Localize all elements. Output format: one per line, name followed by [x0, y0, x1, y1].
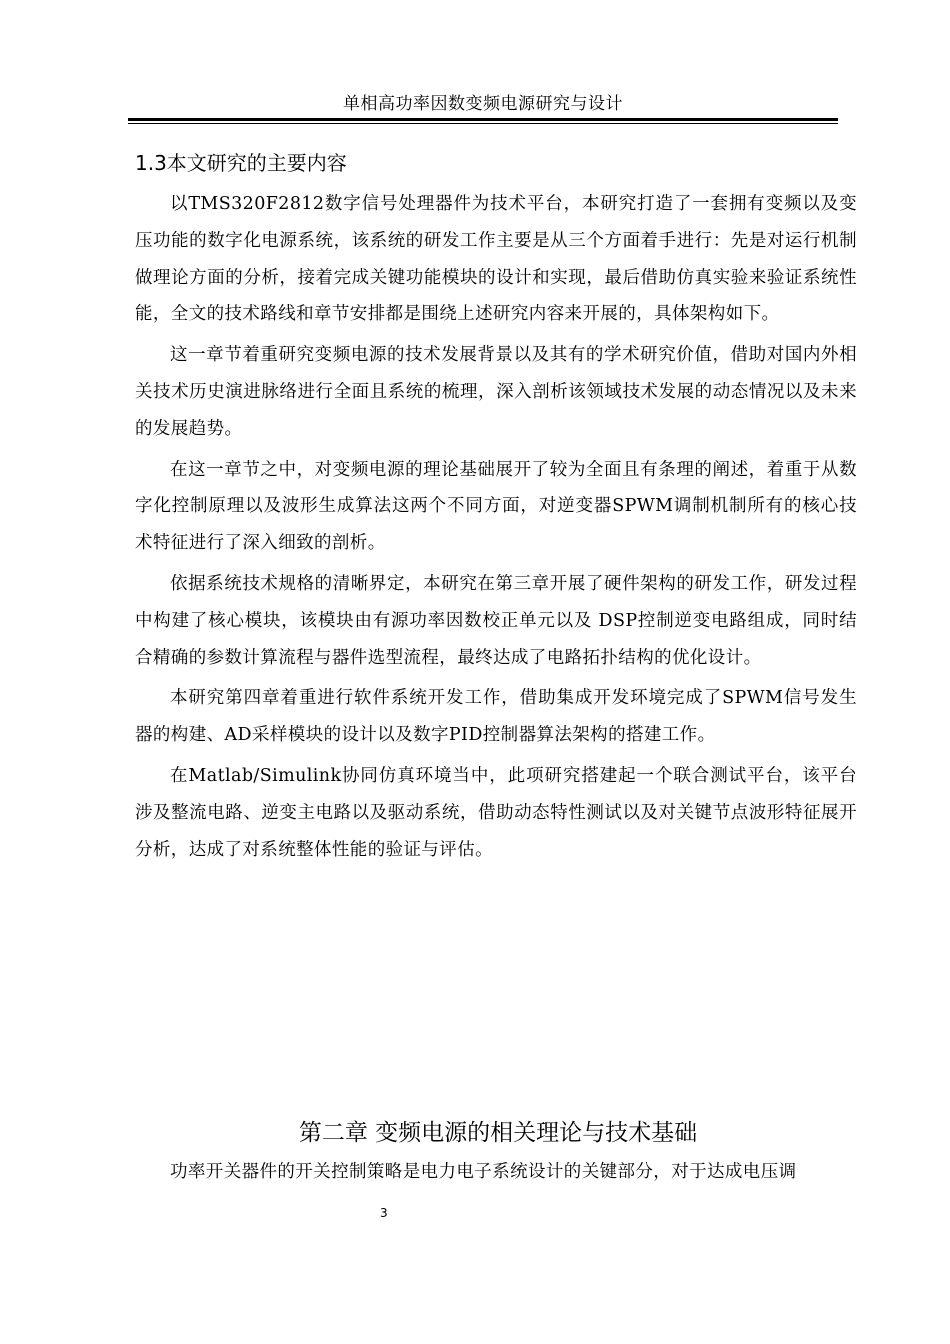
page-number: 3: [380, 1206, 388, 1220]
section-heading: 1.3本文研究的主要内容: [135, 151, 347, 175]
body-paragraph-5: 本研究第四章着重进行软件系统开发工作，借助集成开发环境完成了SPWM信号发生器的构建、AD采样模块的设计以及数字PID控制器算法架构的搭建工作。: [135, 688, 857, 746]
body-paragraph-1: 以TMS320F2812数字信号处理器件为技术平台，本研究打造了一套拥有变频以及变压功能的数字化电源系统，该系统的研发工作主要是从三个方面着手进行：先是对运行机制做理论方面的分析，接着完成关键功能模块的设计和实现，最后借助仿真实验来验证系统性能，全文的技术路线和章节安排都是围绕上述研究内容来开展的，具体架构如下。: [135, 194, 857, 325]
body-paragraph-6: 在Matlab/Simulink协同仿真环境当中，此项研究搭建起一个联合测试平台，该平台涉及整流电路、逆变主电路以及驱动系统，借助动态特性测试以及对关键节点波形特征展开分析，达成了对系统整体性能的验证与评估。: [135, 765, 857, 860]
body-paragraph-4: 依据系统技术规格的清晰界定，本研究在第三章开展了硬件架构的研发工作，研发过程中构建了核心模块，该模块由有源功率因数校正单元以及 DSP控制逆变电路组成，同时结合精确的参数计算流程与器件选型流程，最终达成了电路拓扑结构的优化设计。: [135, 573, 857, 668]
chapter-paragraph-1: 功率开关器件的开关控制策略是电力电子系统设计的关键部分，对于达成电压调: [170, 1162, 797, 1182]
body-paragraph-3: 在这一章节之中，对变频电源的理论基础展开了较为全面且有条理的阐述，着重于从数字化控制原理以及波形生成算法这两个不同方面，对逆变器SPWM调制机制所有的核心技术特征进行了深入细致的剖析。: [135, 459, 857, 554]
chapter-title: 第二章 变频电源的相关理论与技术基础: [298, 1120, 698, 1146]
body-paragraph-2: 这一章节着重研究变频电源的技术发展背景以及其有的学术研究价值，借助对国内外相关技术历史演进脉络进行全面且系统的梳理，深入剖析该领域技术发展的动态情况以及未来的发展趋势。: [135, 345, 857, 439]
section-body: [135, 186, 857, 872]
chapter-body: [135, 1154, 857, 1195]
running-header: 单相高功率因数变频电源研究与设计: [343, 94, 623, 114]
header-rule-thick: [128, 118, 838, 121]
header-rule-thin: [128, 123, 838, 124]
